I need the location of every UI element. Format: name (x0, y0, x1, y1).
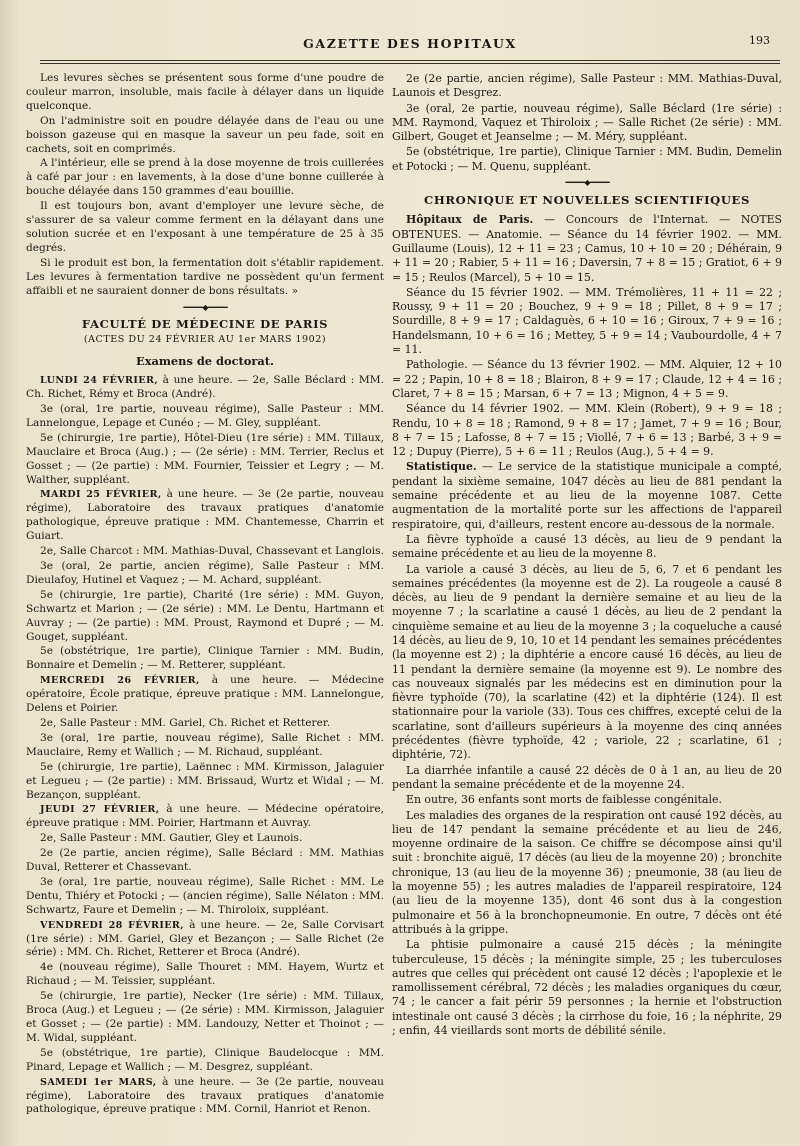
exam-entry: 2e (2e partie, ancien régime), Salle Pasteur : MM. Mathias-Duval, Launois et Desgrez. (392, 72, 782, 100)
exam-entry: VENDREDI 28 FÉVRIER, à une heure. — 2e, Salle Corvisart (1re série) : MM. Gariel, Gley et Bezançon ; — Salle Richet (2e série) : MM. Ch. Richet, Retterer et Broca (André). (26, 918, 384, 959)
exam-entry: 5e (obstétrique, 1re partie), Clinique Tarnier : MM. Budin, Bonnaire et Demelin ; — M. Retterer, suppléant. (26, 645, 384, 672)
exam-entry: 3e (oral, 1re partie, nouveau régime), Salle Pasteur : MM. Lannelongue, Lepage et Cunéo ; — M. Gley, suppléant. (26, 403, 384, 429)
exam-day: JEUDI 27 FÉVRIER, (40, 804, 160, 816)
exams-heading: Examens de doctorat. (136, 354, 274, 369)
exam-entry: 3e (oral, 1re partie, nouveau régime), Salle Richet : MM. Mauclaire, Remy et Wallich ; — M. Richaud, suppléant. (26, 731, 384, 758)
faculty-heading: FACULTÉ DE MÉDECINE DE PARIS (81, 316, 329, 331)
faculty-subheading: (ACTES DU 24 FÉVRIER AU 1er MARS 1902) (83, 334, 327, 346)
exam-entry: JEUDI 27 FÉVRIER, à une heure. — Médecine opératoire, épreuve pratique : MM. Poirier, Hartmann et Auvray. (26, 803, 385, 830)
exam-entry: MARDI 25 FÉVRIER, à une heure. — 3e (2e partie, nouveau régime), Laboratoire des travaux pratiques d'anatomie pathologique, épreuve pratique : MM. Chantemesse, Charrin et Guiart. (26, 488, 384, 543)
news-paragraph: En outre, 36 enfants sont morts de faiblesse congénitale. (406, 793, 722, 807)
exam-day: VENDREDI 28 FÉVRIER, (40, 919, 185, 931)
news-paragraph: La variole a causé 3 décès, au lieu de 5, 6, 7 et 6 pendant les semaines précédentes (la moyenne est de 2). La rougeole a causé 8 décès, au lieu de 9 pendant la dernière semaine et au lieu de la moyenne 7 ; la scarlatine a causé 1 décès, au lieu de 2 pendant la cinquième semaine et au lieu de la moyenne 3 ; la coqueluche a causé 14 décès, au lieu de 9, 10, 10 et 14 pendant les semaines précédentes (la moyenne est 2) ; la diphtérie a encore causé 16 décès, au lieu de 11 pendant la dernière semaine (la moyenne est 9). Le nombre des cas nouveaux signalés par les médecins est en diminution pour la fièvre typhoïde (70), la scarlatine (42) et la diphtérie (124). Il est stationnaire pour la variole (33). Tous ces chiffres, excepté celui de la scarlatine, sont d'ailleurs supérieurs à la moyenne des cinq années précédentes (fièvre typhoïde, 42 ; variole, 22 ; scarlatine, 61 ; diphtérie, 72). (392, 562, 782, 762)
exam-entry: 4e (nouveau régime), Salle Thouret : MM. Hayem, Wurtz et Richaud ; — M. Teissier, suppléant. (26, 961, 384, 988)
exam-entry: 5e (chirurgie, 1re partie), Hôtel-Dieu (1re série) : MM. Tillaux, Mauclaire et Broca (Aug.) ; — (2e série) : MM. Terrier, Reclus et Gosset ; — (2e partie) : MM. Fournier, Teissier et Legry ; — M. Walther, suppléant. (26, 431, 384, 486)
page-header (40, 34, 780, 56)
exam-entry: 3e (oral, 1re partie, nouveau régime), Salle Richet : MM. Le Dentu, Thiéry et Potocki ; — (ancien régime), Salle Nélaton : MM. Schwartz, Faure et Demelin ; — M. Thiroloix, suppléant. (26, 875, 384, 916)
news-paragraph: La phtisie pulmonaire a causé 215 décès ; la méningite tuberculeuse, 15 décès ; la méningite simple, 25 ; les tuberculoses autres que celles qui précèdent ont causé 12 décès ; l'apoplexie et le ramollissement cérébral, 72 décès ; les maladies organiques du cœur, 74 ; le cancer a fait périr 59 personnes ; la hernie et l'obstruction intestinale ont causé 3 décès ; la cirrhose du foie, 16 ; la néphrite, 29 ; enfin, 44 vieillards sont morts de débilité sénile. (392, 938, 782, 1037)
exam-day: SAMEDI 1er MARS, (40, 1076, 157, 1088)
exam-day: LUNDI 24 FÉVRIER, (40, 375, 159, 387)
exam-entry: 3e (oral, 2e partie, nouveau régime), Salle Béclard (1re série) : MM. Raymond, Vaquez et Thiroloix ; — Salle Richet (2e série) : MM. Gilbert, Gouget et Jeanselme ; — M. Méry, suppléant. (392, 101, 782, 144)
left-column (26, 72, 384, 1118)
exam-entry: 5e (chirurgie, 1re partie), Necker (1re série) : MM. Tillaux, Broca (Aug.) et Legueu ; — (2e série) : MM. Kirmisson, Jalaguier et Gosset ; — (2e partie) : MM. Landouzy, Netter et Thoinot ; — M. Widal, suppléant. (26, 990, 384, 1044)
chronique-body (392, 213, 782, 1038)
paragraph: Il est toujours bon, avant d'employer une levure sèche, de s'assurer de sa valeur comme ferment en la délayant dans une solution sucrée et en l'exposant à une température de 25 à 35 degrés. (26, 200, 384, 254)
news-paragraph: Statistique. — Le service de la statistique municipale a compté, pendant la sixième semaine, 1047 décès au lieu de 881 pendant la semaine précédente et au lieu de la moyenne 1087. Cette augmentation de la mortalité porte sur les affections de l'appareil respiratoire, qui, d'ailleurs, restent encore au-dessous de la normale. (392, 460, 782, 531)
paragraph-lead: Hôpitaux de Paris. (406, 213, 534, 227)
news-paragraph: La fièvre typhoïde a causé 13 décès, au lieu de 9 pendant la semaine précédente et au lieu de la moyenne 8. (392, 532, 782, 561)
header-rule-second (40, 63, 780, 64)
news-paragraph: Séance du 15 février 1902. — MM. Trémolières, 11 + 11 = 22 ; Roussy, 9 + 11 = 20 ; Bouchez, 9 + 9 = 18 ; Pillet, 8 + 9 = 17 ; Sourdille, 8 + 9 = 17 ; Caldaguès, 6 + 10 = 16 ; Giroux, 7 + 9 = 16 ; Handelsmann, 10 + 6 = 16 ; Mettey, 5 + 9 = 14 ; Vaubourdolle, 4 + 7 = 11. (392, 285, 782, 357)
exam-entry: 2e, Salle Pasteur : MM. Gariel, Ch. Richet et Retterer. (40, 716, 331, 729)
exam-entry: 2e, Salle Charcot : MM. Mathias-Duval, Chassevant et Langlois. (40, 545, 384, 558)
exam-entry: 2e, Salle Pasteur : MM. Gautier, Gley et Launois. (40, 832, 303, 845)
exam-entry: 5e (chirurgie, 1re partie), Charité (1re série) : MM. Guyon, Schwartz et Marion ; — (2e série) : MM. Le Dentu, Hartmann et Auvray ; — (2e partie) : MM. Proust, Raymond et Dupré ; — M. Gouget, suppléant. (26, 588, 384, 643)
exam-entry: LUNDI 24 FÉVRIER, à une heure. — 2e, Salle Béclard : MM. Ch. Richet, Rémy et Broca (André). (26, 374, 384, 401)
news-paragraph: Séance du 14 février 1902. — MM. Klein (Robert), 9 + 9 = 18 ; Rendu, 10 + 8 = 18 ; Ramond, 9 + 8 = 17 ; Jamet, 7 + 9 = 16 ; Bour, 8 + 7 = 15 ; Lafosse, 8 + 7 = 15 ; Viollé, 7 + 6 = 13 ; Barbé, 3 + 9 = 12 ; Dupuy (Pierre), 5 + 6 = 11 ; Reulos (Aug.), 5 + 4 = 9. (392, 402, 782, 459)
running-title: GAZETTE DES HOPITAUX (303, 36, 517, 51)
news-paragraph: Les maladies des organes de la respiration ont causé 192 décès, au lieu de 147 pendant la semaine précédente et au lieu de 246, moyenne ordinaire de la saison. Ce chiffre se décompose ainsi qu'il suit : bronchite aiguë, 17 décès (au lieu de la moyenne 20) ; bronchite chronique, 13 (au lieu de la moyenne 36) ; pneumonie, 38 (au lieu de la moyenne 55) ; les autres maladies de l'appareil respiratoire, 124 (au lieu de la moyenne 135), dont 46 sont dus à la congestion pulmonaire et 56 à la bronchopneumonie. En outre, 7 décès ont été attribués à la grippe. (392, 808, 782, 936)
exam-list (26, 374, 384, 1117)
paragraph-lead: Statistique. (406, 460, 477, 474)
exam-entry: 5e (obstétrique, 1re partie), Clinique Tarnier : MM. Budin, Demelin et Potocki ; — M. Quenu, suppléant. (392, 145, 782, 173)
right-column (392, 72, 782, 1039)
exam-day: MERCREDI 26 FÉVRIER, (40, 675, 200, 687)
section-ornament: ━━━━━◆━━━━━ (565, 178, 609, 188)
paragraph: Si le produit est bon, la fermentation doit s'établir rapidement. Les levures à fermentation tardive ne possèdent qu'un ferment affaibli et ne sauraient donner de bons résultats. » (26, 256, 384, 297)
page-number: 193 (749, 34, 770, 47)
paragraph: On l'administre soit en poudre délayée dans de l'eau ou une boisson gazeuse qui en masque la saveur un peu fade, soit en cachets, soit en comprimés. (26, 114, 384, 155)
chronique-heading: CHRONIQUE ET NOUVELLES SCIENTIFIQUES (424, 193, 750, 208)
exam-entry: 3e (oral, 2e partie, ancien régime), Salle Pasteur : MM. Dieulafoy, Hutinel et Vaquez ; — M. Achard, suppléant. (26, 560, 384, 586)
paragraph: Les levures sèches se présentent sous forme d'une poudre de couleur marron, insoluble, mais facile à délayer dans un liquide quelconque. (26, 72, 384, 112)
exam-entry: 5e (chirurgie, 1re partie), Laënnec : MM. Kirmisson, Jalaguier et Legueu ; — (2e partie) : MM. Brissaud, Wurtz et Widal ; — M. Bezançon, suppléant. (26, 760, 384, 801)
news-paragraph: Hôpitaux de Paris. — Concours de l'Internat. — NOTES OBTENUES. — Anatomie. — Séance du 14 février 1902. — MM. Guillaume (Louis), 12 + 11 = 23 ; Camus, 10 + 10 = 20 ; Déhérain, 9 + 11 = 20 ; Rabier, 5 + 11 = 16 ; Daversin, 7 + 8 = 15 ; Gratiot, 6 + 9 = 15 ; Reulos (Marcel), 5 + 10 = 15. (392, 213, 782, 284)
paragraph: A l'intérieur, elle se prend à la dose moyenne de trois cuillerées à café par jour : en lavements, à la dose d'une bonne cuillerée à bouche délayée dans 150 grammes d'eau bouillie. (26, 157, 384, 198)
section-ornament: ━━━━━◆━━━━━ (183, 302, 227, 312)
exam-day: MARDI 25 FÉVRIER, (40, 489, 162, 501)
exam-entry: 2e (2e partie, ancien régime), Salle Béclard : MM. Mathias Duval, Retterer et Chassevant. (26, 847, 384, 874)
exam-list-continued (392, 72, 782, 174)
header-rule (40, 60, 780, 61)
yeast-article (26, 72, 384, 299)
exam-entry: MERCREDI 26 FÉVRIER, à une heure. — Médecine opératoire, École pratique, épreuve pratique : MM. Lannelongue, Delens et Poirier. (26, 674, 384, 715)
exam-entry: 5e (obstétrique, 1re partie), Clinique Baudelocque : MM. Pinard, Lepage et Wallich ; — M. Desgrez, suppléant. (26, 1046, 384, 1073)
news-paragraph: Pathologie. — Séance du 13 février 1902. — MM. Alquier, 12 + 10 = 22 ; Papin, 10 + 8 = 18 ; Blairon, 8 + 9 = 17 ; Claude, 12 + 4 = 16 ; Claret, 7 + 8 = 15 ; Marsan, 6 + 7 = 13 ; Mignon, 4 + 5 = 9. (392, 358, 782, 400)
news-paragraph: La diarrhée infantile a causé 22 décès de 0 à 1 an, au lieu de 20 pendant la semaine précédente et de la moyenne 24. (392, 763, 782, 791)
exam-entry: SAMEDI 1er MARS, à une heure. — 3e (2e partie, nouveau régime), Laboratoire des travaux pratiques d'anatomie pathologique, épreuve pratique : MM. Cornil, Hanriot et Renon. (26, 1075, 384, 1116)
